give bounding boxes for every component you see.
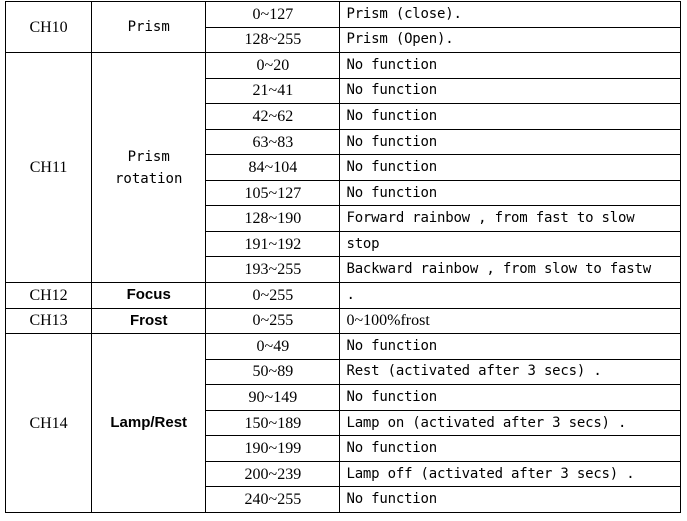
description-cell: No function — [340, 53, 681, 79]
value-cell: 21~41 — [206, 78, 340, 104]
description-cell: Prism (close). — [340, 2, 681, 28]
value-cell: 50~89 — [206, 359, 340, 385]
description-cell: Rest (activated after 3 secs) . — [340, 359, 681, 385]
table-row — [6, 283, 681, 309]
channel-cell: CH13 — [6, 308, 92, 334]
description-cell: Forward rainbow , from fast to slow — [340, 206, 681, 232]
table-row — [6, 308, 681, 334]
description-cell: stop — [340, 231, 681, 257]
value-cell: 84~104 — [206, 155, 340, 181]
value-cell: 90~149 — [206, 385, 340, 411]
table-row — [6, 53, 681, 79]
description-cell: No function — [340, 334, 681, 360]
value-cell: 0~255 — [206, 308, 340, 334]
description-cell: No function — [340, 78, 681, 104]
description-cell: Lamp off (activated after 3 secs) . — [340, 461, 681, 487]
table-row — [6, 2, 681, 28]
value-cell: 240~255 — [206, 487, 340, 513]
value-cell: 190~199 — [206, 436, 340, 462]
description-cell: 0~100%frost — [340, 308, 681, 334]
value-cell: 0~127 — [206, 2, 340, 28]
value-cell: 0~255 — [206, 283, 340, 309]
value-cell: 128~190 — [206, 206, 340, 232]
function-cell: Focus — [92, 283, 206, 309]
description-cell: No function — [340, 104, 681, 130]
description-cell: . — [340, 283, 681, 309]
description-cell: No function — [340, 385, 681, 411]
description-cell: No function — [340, 180, 681, 206]
value-cell: 0~20 — [206, 53, 340, 79]
description-cell: Lamp on (activated after 3 secs) . — [340, 410, 681, 436]
function-cell: Prism — [92, 2, 206, 53]
description-cell: Prism (Open). — [340, 27, 681, 53]
description-cell: No function — [340, 487, 681, 513]
value-cell: 191~192 — [206, 231, 340, 257]
function-cell: Frost — [92, 308, 206, 334]
value-cell: 150~189 — [206, 410, 340, 436]
dmx-channel-table — [5, 1, 681, 513]
function-cell: Prism rotation — [92, 53, 206, 283]
channel-cell: CH12 — [6, 283, 92, 309]
value-cell: 128~255 — [206, 27, 340, 53]
value-cell: 193~255 — [206, 257, 340, 283]
description-cell: No function — [340, 155, 681, 181]
function-cell: Lamp/Rest — [92, 334, 206, 513]
value-cell: 200~239 — [206, 461, 340, 487]
value-cell: 0~49 — [206, 334, 340, 360]
description-cell: No function — [340, 129, 681, 155]
channel-cell: CH10 — [6, 2, 92, 53]
description-cell: Backward rainbow , from slow to fastw — [340, 257, 681, 283]
value-cell: 63~83 — [206, 129, 340, 155]
value-cell: 42~62 — [206, 104, 340, 130]
description-cell: No function — [340, 436, 681, 462]
channel-cell: CH14 — [6, 334, 92, 513]
value-cell: 105~127 — [206, 180, 340, 206]
table-row — [6, 334, 681, 360]
channel-cell: CH11 — [6, 53, 92, 283]
